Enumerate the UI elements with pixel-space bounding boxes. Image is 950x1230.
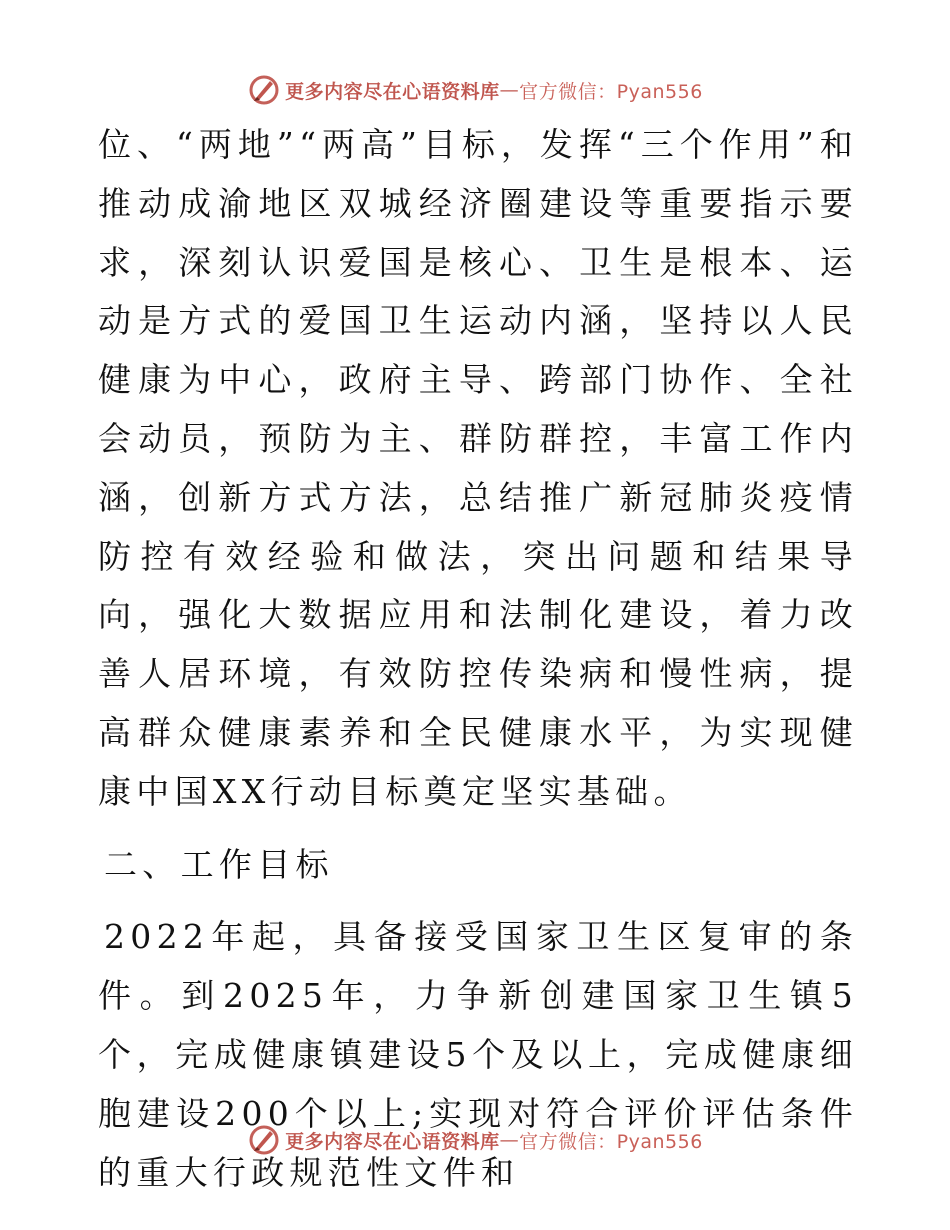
watermark-wechat-text: 官方微信：Pyan556 [519, 1130, 703, 1153]
brush-logo-icon [247, 73, 281, 107]
watermark-site-text: 更多内容尽在心语资料库 [285, 1130, 500, 1153]
header-watermark [0, 72, 950, 108]
watermark-separator: — [499, 1129, 520, 1151]
watermark-site-text: 更多内容尽在心语资料库 [285, 80, 500, 103]
section-heading: 二、工作目标 [104, 844, 334, 884]
watermark-wechat-text: 官方微信：Pyan556 [519, 80, 703, 103]
brush-logo-icon [247, 1123, 281, 1157]
document-body [98, 116, 858, 1202]
body-paragraph: 位、“两地”“两高”目标，发挥“三个作用”和推动成渝地区双城经济圈建设等重要指示要求，深刻认识爱国是核心、卫生是根本、运动是方式的爱国卫生运动内涵，坚持以人民健康为中心，政府主导、跨部门协作、全社会动员，预防为主、群防群控，丰富工作内涵，创新方式方法，总结推广新冠肺炎疫情防控有效经验和做法，突出问题和结果导向，强化大数据应用和法制化建设，着力改善人居环境，有效防控传染病和慢性病，提高群众健康素养和全民健康水平，为实现健康中国XX行动目标奠定坚实基础。 [98, 125, 858, 811]
body-paragraph: 2022年起，具备接受国家卫生区复审的条件。到2025年，力争新创建国家卫生镇5个，完成健康镇建设5个及以上，完成健康细胞建设200个以上;实现对符合评价评估条件的重大行政规范性文件和 [98, 917, 858, 1192]
footer-watermark [0, 1122, 950, 1158]
watermark-separator: — [499, 79, 520, 101]
